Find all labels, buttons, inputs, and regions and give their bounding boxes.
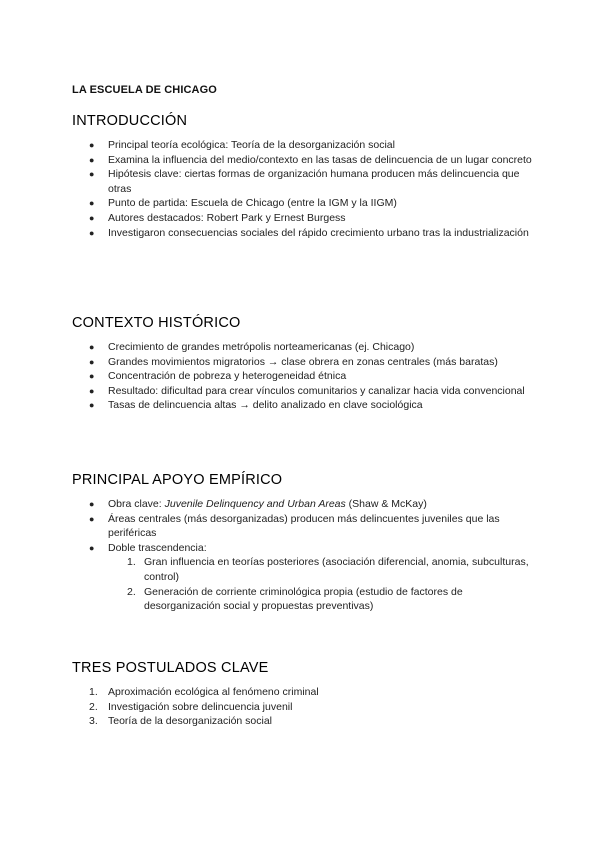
numbered-list: [72, 685, 532, 729]
list-item: ● Tasas de delincuencia altas → delito analizado en clave sociológica: [89, 399, 423, 412]
list-item: 3. Teoría de la desorganización social: [89, 715, 273, 728]
list-item: ● Grandes movimientos migratorios → clase obrera en zonas centrales (más baratas): [89, 355, 498, 368]
work-title: Juvenile Delinquency and Urban Areas: [164, 498, 346, 510]
section-contexto-historico: [72, 315, 532, 413]
bullet-icon: ●: [89, 371, 95, 382]
bullet-icon: ●: [89, 400, 95, 411]
bullet-icon: ●: [89, 169, 95, 180]
bullet-list: [72, 138, 532, 240]
sublist-item: 1. Gran influencia en teorías posteriores (asociación diferencial, anomia, subculturas, control): [127, 556, 529, 583]
sublist-item: 2. Generación de corriente criminológica propia (estudio de factores de desorganización social y propuestas preventivas): [127, 585, 463, 613]
list-item: ● Investigaron consecuencias sociales del rápido crecimiento urbano tras la industrialización: [89, 226, 529, 239]
section-heading: TRES POSTULADOS CLAVE: [72, 660, 269, 676]
list-item: ● Concentración de pobreza y heterogeneidad étnica: [89, 370, 347, 383]
bullet-icon: ●: [89, 212, 95, 223]
bullet-icon: ●: [89, 198, 95, 209]
bullet-list: [72, 340, 532, 413]
section-tres-postulados: [72, 660, 532, 729]
list-item: ● Principal teoría ecológica: Teoría de la desorganización social: [89, 139, 395, 151]
bullet-icon: ●: [89, 513, 95, 524]
list-item: ● Punto de partida: Escuela de Chicago (entre la IGM y la IIGM): [89, 197, 397, 210]
bullet-icon: ●: [89, 356, 95, 367]
bullet-icon: ●: [89, 342, 95, 352]
list-item: ● Crecimiento de grandes metrópolis norteamericanas (ej. Chicago): [89, 341, 415, 353]
list-item: ● Examina la influencia del medio/contexto en las tasas de delincuencia de un lugar concreto: [89, 153, 532, 166]
section-heading: INTRODUCCIÓN: [72, 113, 188, 129]
bullet-icon: ●: [89, 140, 95, 150]
section-heading: CONTEXTO HISTÓRICO: [72, 315, 241, 331]
bullet-icon: ●: [89, 227, 95, 238]
section-apoyo-empirico: [72, 472, 532, 614]
bullet-icon: ●: [89, 385, 95, 396]
bullet-icon: ●: [89, 154, 95, 165]
list-item: 1. Aproximación ecológica al fenómeno criminal: [89, 686, 319, 698]
list-item: ● Hipótesis clave: ciertas formas de organización humana producen más delincuencia que otras: [89, 168, 520, 195]
list-item: 2. Investigación sobre delincuencia juvenil: [89, 700, 293, 713]
document-title: LA ESCUELA DE CHICAGO: [72, 84, 217, 96]
list-item: ● Áreas centrales (más desorganizadas) producen más delincuentes juveniles que las periféricas: [89, 512, 500, 540]
bullet-icon: ●: [89, 499, 95, 509]
list-item: ● Resultado: dificultad para crear vínculos comunitarios y canalizar hacia vida convencional: [89, 384, 525, 397]
bullet-icon: ●: [89, 542, 95, 553]
list-item-obra-clave: ● Obra clave: Juvenile Delinquency and Urban Areas (Shaw & McKay): [89, 498, 427, 510]
section-introduccion: [72, 113, 532, 240]
list-item: ● Doble trascendencia:: [89, 541, 207, 554]
section-heading: PRINCIPAL APOYO EMPÍRICO: [72, 472, 283, 488]
list-item: ● Autores destacados: Robert Park y Ernest Burgess: [89, 211, 346, 224]
numbered-sublist: [72, 555, 532, 613]
bullet-list: [72, 497, 532, 555]
